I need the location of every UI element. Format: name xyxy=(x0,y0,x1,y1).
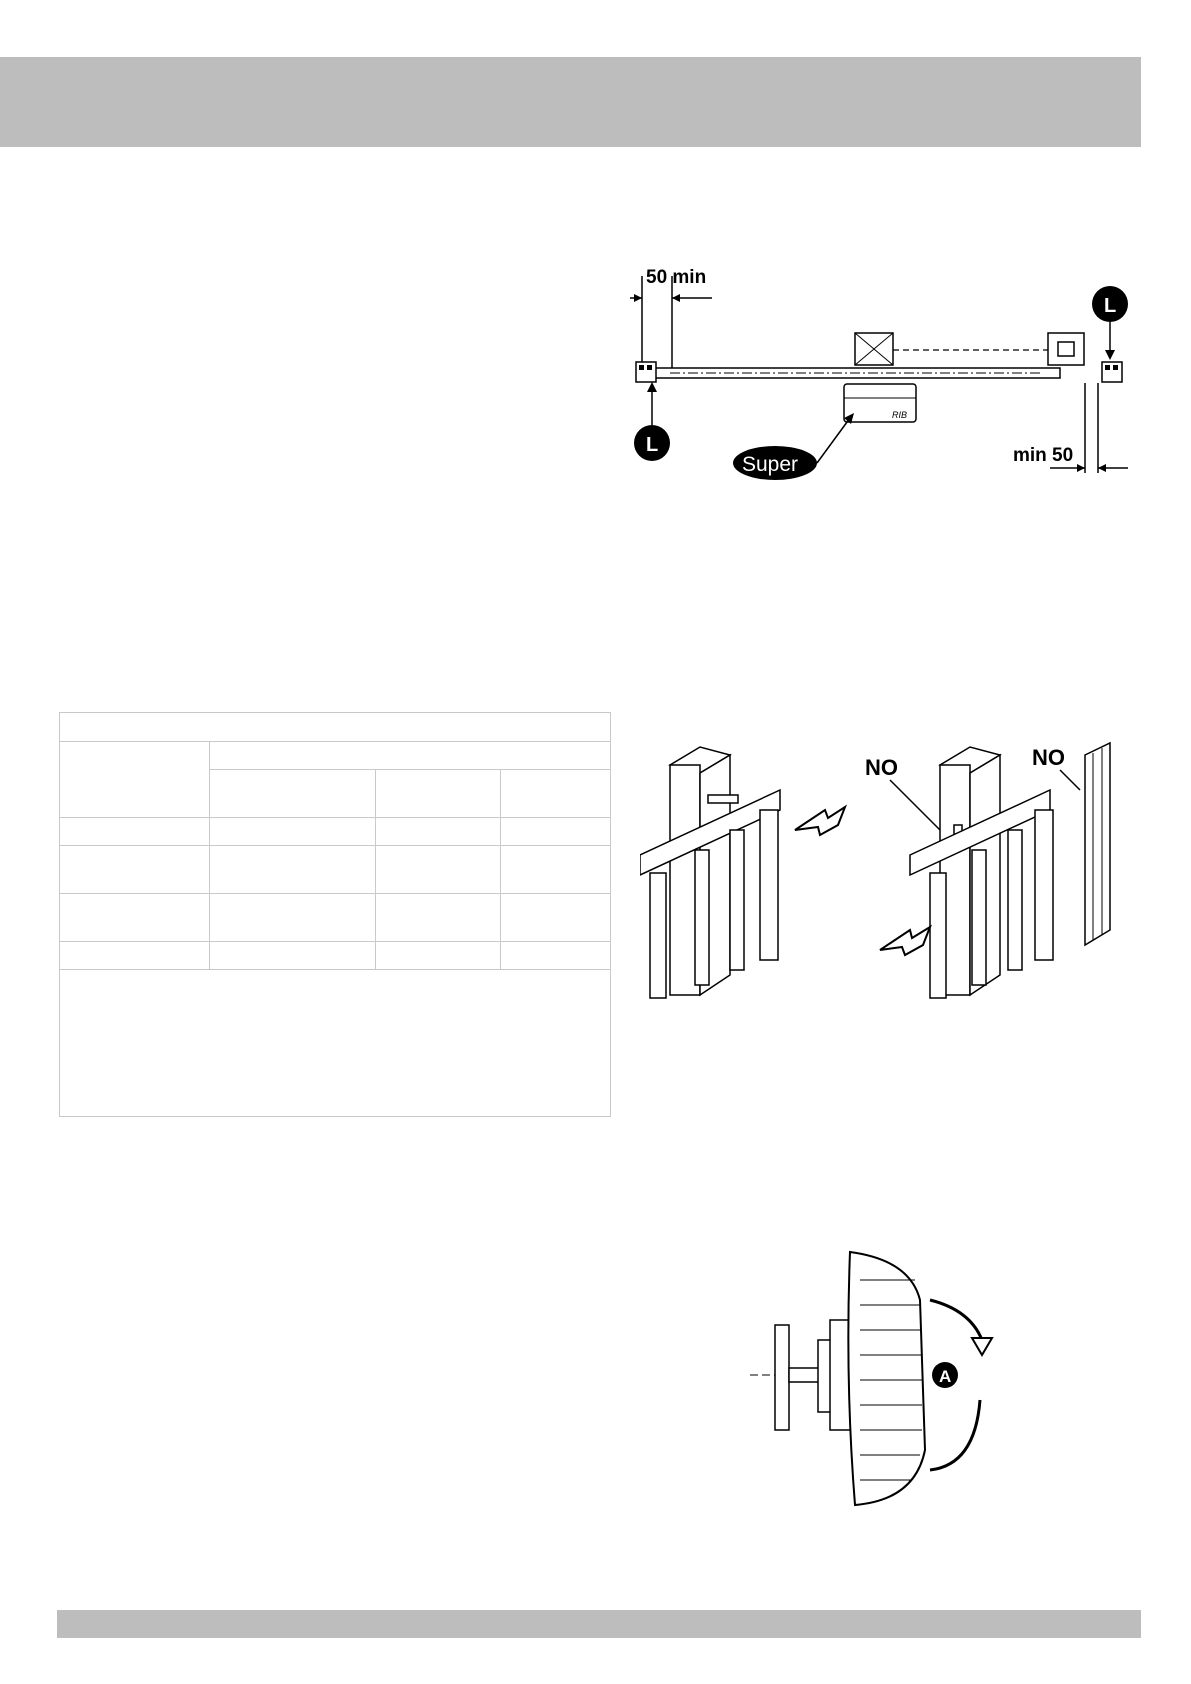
footer-band xyxy=(57,1610,1141,1638)
no-label-2: NO xyxy=(1032,745,1065,770)
header-band xyxy=(0,57,1141,147)
no-label-1: NO xyxy=(865,755,898,780)
table-row xyxy=(60,845,610,846)
super-callout-label: Super xyxy=(742,453,799,476)
right-dimension-label: min 50 xyxy=(1013,445,1074,466)
table-column-divider xyxy=(375,769,376,969)
spec-table xyxy=(59,712,611,1117)
table-column-divider xyxy=(500,769,501,969)
table-row xyxy=(209,769,610,770)
rack-layout-figure xyxy=(630,258,1130,483)
left-limit-marker: L xyxy=(646,434,659,456)
table-row xyxy=(60,893,610,894)
table-row xyxy=(60,741,610,742)
table-row xyxy=(60,817,610,818)
release-knob-figure xyxy=(750,1240,1000,1510)
left-dimension-label: 50 min xyxy=(646,267,707,288)
table-row xyxy=(60,941,610,942)
fence-posts-figure xyxy=(640,735,1130,1010)
rotation-marker: A xyxy=(939,1367,952,1386)
table-column-divider xyxy=(209,741,210,969)
table-row xyxy=(60,969,610,970)
right-limit-marker: L xyxy=(1104,295,1117,317)
unit-plate-label: RIB xyxy=(892,410,908,420)
